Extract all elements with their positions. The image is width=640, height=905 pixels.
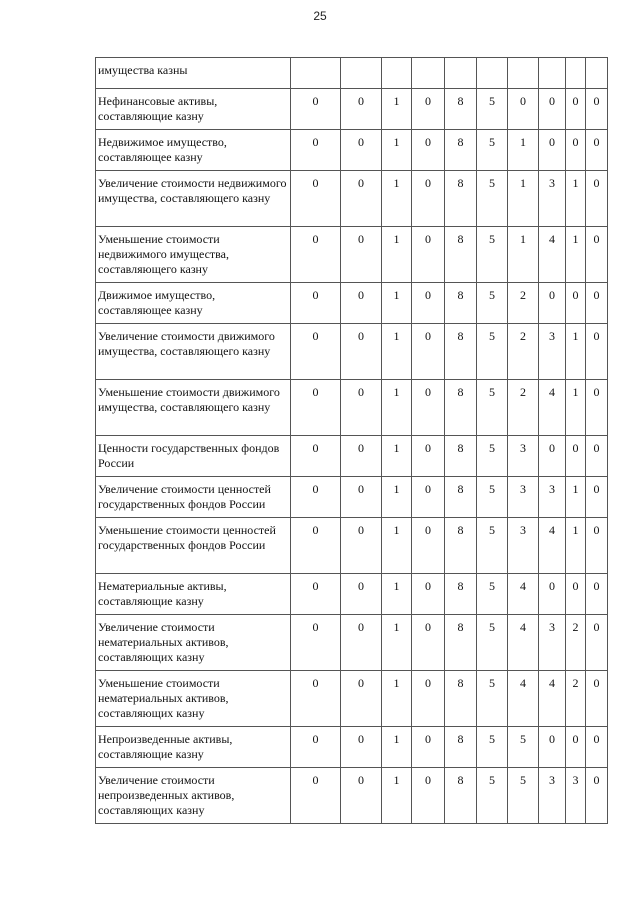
code-digit-cell: 5 bbox=[508, 727, 539, 768]
code-digit-cell: 8 bbox=[445, 727, 477, 768]
row-label: Нематериальные активы, составляющие казну bbox=[96, 574, 291, 615]
row-label: Уменьшение стоимости ценностей государственных фондов России bbox=[96, 518, 291, 574]
code-digit-cell: 0 bbox=[291, 671, 341, 727]
code-digit-cell: 0 bbox=[341, 671, 382, 727]
code-digit-cell: 0 bbox=[539, 89, 566, 130]
code-digit-cell: 5 bbox=[477, 727, 508, 768]
code-digit-cell: 0 bbox=[586, 380, 608, 436]
code-digit-cell: 0 bbox=[566, 283, 586, 324]
code-digit-cell: 1 bbox=[382, 324, 412, 380]
code-digit-cell: 0 bbox=[291, 518, 341, 574]
row-label: Увеличение стоимости непроизведенных активов, составляющих казну bbox=[96, 768, 291, 824]
code-digit-cell: 8 bbox=[445, 89, 477, 130]
code-digit-cell: 0 bbox=[291, 768, 341, 824]
code-digit-cell: 8 bbox=[445, 171, 477, 227]
table-row bbox=[96, 171, 608, 227]
code-digit-cell: 0 bbox=[586, 227, 608, 283]
code-digit-cell: 8 bbox=[445, 477, 477, 518]
code-digit-cell: 0 bbox=[508, 89, 539, 130]
code-digit-cell: 1 bbox=[382, 436, 412, 477]
code-digit-cell: 8 bbox=[445, 671, 477, 727]
table-row bbox=[96, 477, 608, 518]
row-label: Уменьшение стоимости недвижимого имущества, составляющего казну bbox=[96, 227, 291, 283]
code-digit-cell bbox=[412, 58, 445, 89]
code-digit-cell: 0 bbox=[412, 171, 445, 227]
code-digit-cell: 0 bbox=[412, 89, 445, 130]
code-digit-cell: 1 bbox=[382, 477, 412, 518]
code-digit-cell: 2 bbox=[566, 671, 586, 727]
code-digit-cell: 2 bbox=[508, 324, 539, 380]
code-digit-cell: 0 bbox=[341, 768, 382, 824]
table-row bbox=[96, 518, 608, 574]
code-digit-cell: 0 bbox=[412, 130, 445, 171]
code-digit-cell: 2 bbox=[508, 380, 539, 436]
code-digit-cell: 0 bbox=[412, 324, 445, 380]
code-digit-cell: 1 bbox=[382, 518, 412, 574]
code-digit-cell: 5 bbox=[477, 477, 508, 518]
code-digit-cell: 0 bbox=[341, 615, 382, 671]
table-row bbox=[96, 130, 608, 171]
row-label: Увеличение стоимости нематериальных активов, составляющих казну bbox=[96, 615, 291, 671]
code-digit-cell: 0 bbox=[539, 130, 566, 171]
row-label: имущества казны bbox=[96, 58, 291, 89]
code-digit-cell bbox=[539, 58, 566, 89]
row-label: Уменьшение стоимости нематериальных активов, составляющих казну bbox=[96, 671, 291, 727]
code-digit-cell: 0 bbox=[291, 89, 341, 130]
code-digit-cell bbox=[586, 58, 608, 89]
code-digit-cell: 5 bbox=[477, 130, 508, 171]
table-row bbox=[96, 671, 608, 727]
code-digit-cell: 1 bbox=[382, 130, 412, 171]
row-label: Ценности государственных фондов России bbox=[96, 436, 291, 477]
table-row bbox=[96, 324, 608, 380]
code-digit-cell: 0 bbox=[291, 727, 341, 768]
code-digit-cell: 0 bbox=[539, 727, 566, 768]
code-digit-cell: 0 bbox=[586, 615, 608, 671]
code-digit-cell: 3 bbox=[508, 518, 539, 574]
code-digit-cell: 5 bbox=[477, 324, 508, 380]
code-digit-cell: 1 bbox=[566, 518, 586, 574]
code-digit-cell: 8 bbox=[445, 130, 477, 171]
code-digit-cell bbox=[508, 58, 539, 89]
code-digit-cell: 3 bbox=[566, 768, 586, 824]
code-digit-cell: 1 bbox=[382, 768, 412, 824]
code-digit-cell: 1 bbox=[566, 324, 586, 380]
code-digit-cell: 0 bbox=[566, 89, 586, 130]
table-row bbox=[96, 615, 608, 671]
code-digit-cell: 3 bbox=[508, 436, 539, 477]
code-digit-cell: 0 bbox=[566, 130, 586, 171]
code-digit-cell: 5 bbox=[477, 518, 508, 574]
code-digit-cell: 4 bbox=[539, 671, 566, 727]
code-digit-cell: 4 bbox=[508, 574, 539, 615]
code-digit-cell: 5 bbox=[477, 574, 508, 615]
code-digit-cell: 0 bbox=[412, 518, 445, 574]
code-digit-cell bbox=[291, 58, 341, 89]
code-digit-cell: 0 bbox=[341, 89, 382, 130]
code-digit-cell: 0 bbox=[412, 574, 445, 615]
code-digit-cell: 3 bbox=[539, 477, 566, 518]
code-digit-cell: 4 bbox=[539, 227, 566, 283]
code-digit-cell: 1 bbox=[382, 89, 412, 130]
code-digit-cell: 0 bbox=[291, 283, 341, 324]
code-digit-cell: 1 bbox=[382, 283, 412, 324]
code-digit-cell: 0 bbox=[566, 727, 586, 768]
code-digit-cell: 1 bbox=[382, 727, 412, 768]
code-digit-cell bbox=[566, 58, 586, 89]
code-digit-cell: 8 bbox=[445, 436, 477, 477]
code-digit-cell: 0 bbox=[566, 574, 586, 615]
code-digit-cell bbox=[477, 58, 508, 89]
code-digit-cell: 8 bbox=[445, 380, 477, 436]
code-digit-cell: 0 bbox=[586, 171, 608, 227]
code-digit-cell: 3 bbox=[539, 615, 566, 671]
code-digit-cell: 8 bbox=[445, 615, 477, 671]
row-label: Непроизведенные активы, составляющие казну bbox=[96, 727, 291, 768]
table-row bbox=[96, 727, 608, 768]
code-digit-cell: 5 bbox=[477, 768, 508, 824]
code-digit-cell: 1 bbox=[508, 130, 539, 171]
table-row bbox=[96, 768, 608, 824]
code-digit-cell: 0 bbox=[412, 227, 445, 283]
code-digit-cell: 1 bbox=[382, 171, 412, 227]
code-digit-cell: 0 bbox=[412, 671, 445, 727]
code-digit-cell: 0 bbox=[586, 324, 608, 380]
code-digit-cell: 0 bbox=[539, 574, 566, 615]
code-digit-cell: 0 bbox=[291, 436, 341, 477]
code-digit-cell: 0 bbox=[291, 477, 341, 518]
code-digit-cell: 5 bbox=[477, 89, 508, 130]
table-row bbox=[96, 574, 608, 615]
code-digit-cell: 0 bbox=[291, 171, 341, 227]
code-digit-cell: 4 bbox=[508, 671, 539, 727]
code-digit-cell: 5 bbox=[508, 768, 539, 824]
table-row bbox=[96, 283, 608, 324]
row-label: Уменьшение стоимости движимого имущества, составляющего казну bbox=[96, 380, 291, 436]
code-digit-cell: 1 bbox=[566, 171, 586, 227]
row-label: Нефинансовые активы, составляющие казну bbox=[96, 89, 291, 130]
code-digit-cell bbox=[445, 58, 477, 89]
code-digit-cell: 5 bbox=[477, 615, 508, 671]
code-digit-cell: 0 bbox=[586, 727, 608, 768]
code-digit-cell: 5 bbox=[477, 283, 508, 324]
code-digit-cell: 0 bbox=[586, 574, 608, 615]
row-label: Увеличение стоимости недвижимого имущества, составляющего казну bbox=[96, 171, 291, 227]
code-digit-cell: 8 bbox=[445, 768, 477, 824]
code-digit-cell: 1 bbox=[508, 227, 539, 283]
code-digit-cell: 0 bbox=[291, 324, 341, 380]
code-digit-cell: 0 bbox=[341, 436, 382, 477]
code-digit-cell: 0 bbox=[586, 477, 608, 518]
code-digit-cell: 0 bbox=[291, 615, 341, 671]
code-digit-cell: 1 bbox=[382, 380, 412, 436]
code-digit-cell: 1 bbox=[566, 477, 586, 518]
code-digit-cell: 1 bbox=[382, 671, 412, 727]
code-digit-cell: 0 bbox=[586, 768, 608, 824]
code-digit-cell: 0 bbox=[586, 283, 608, 324]
code-digit-cell: 1 bbox=[566, 227, 586, 283]
code-digit-cell: 0 bbox=[412, 768, 445, 824]
code-digit-cell: 1 bbox=[382, 227, 412, 283]
code-digit-cell bbox=[341, 58, 382, 89]
code-digit-cell: 0 bbox=[412, 727, 445, 768]
code-digit-cell: 0 bbox=[341, 727, 382, 768]
code-digit-cell: 4 bbox=[539, 518, 566, 574]
code-digit-cell: 0 bbox=[412, 283, 445, 324]
table-row bbox=[96, 58, 608, 89]
code-digit-cell: 5 bbox=[477, 380, 508, 436]
code-digit-cell: 0 bbox=[341, 477, 382, 518]
row-label: Недвижимое имущество, составляющее казну bbox=[96, 130, 291, 171]
page-number: 25 bbox=[313, 9, 327, 23]
code-digit-cell: 0 bbox=[586, 89, 608, 130]
code-digit-cell: 1 bbox=[382, 615, 412, 671]
code-digit-cell: 0 bbox=[341, 518, 382, 574]
code-digit-cell: 5 bbox=[477, 436, 508, 477]
code-digit-cell: 2 bbox=[566, 615, 586, 671]
code-digit-cell: 3 bbox=[508, 477, 539, 518]
code-digit-cell: 0 bbox=[412, 477, 445, 518]
code-digit-cell: 0 bbox=[566, 436, 586, 477]
code-digit-cell: 4 bbox=[508, 615, 539, 671]
code-digit-cell: 0 bbox=[586, 518, 608, 574]
table-row bbox=[96, 380, 608, 436]
account-codes-table bbox=[95, 57, 608, 824]
code-digit-cell: 0 bbox=[586, 671, 608, 727]
code-digit-cell: 0 bbox=[291, 130, 341, 171]
code-digit-cell: 0 bbox=[341, 283, 382, 324]
code-digit-cell: 0 bbox=[341, 227, 382, 283]
code-digit-cell: 0 bbox=[291, 380, 341, 436]
code-digit-cell: 8 bbox=[445, 324, 477, 380]
code-digit-cell: 1 bbox=[566, 380, 586, 436]
code-digit-cell: 3 bbox=[539, 324, 566, 380]
code-digit-cell: 0 bbox=[586, 436, 608, 477]
code-digit-cell: 0 bbox=[291, 227, 341, 283]
code-digit-cell: 0 bbox=[341, 324, 382, 380]
code-digit-cell: 0 bbox=[412, 615, 445, 671]
code-digit-cell: 3 bbox=[539, 171, 566, 227]
code-digit-cell: 5 bbox=[477, 671, 508, 727]
row-label: Увеличение стоимости ценностей государственных фондов России bbox=[96, 477, 291, 518]
code-digit-cell: 8 bbox=[445, 518, 477, 574]
code-digit-cell: 3 bbox=[539, 768, 566, 824]
table-row bbox=[96, 227, 608, 283]
code-digit-cell: 5 bbox=[477, 171, 508, 227]
code-digit-cell: 8 bbox=[445, 574, 477, 615]
code-digit-cell: 0 bbox=[341, 130, 382, 171]
row-label: Движимое имущество, составляющее казну bbox=[96, 283, 291, 324]
code-digit-cell: 0 bbox=[586, 130, 608, 171]
code-digit-cell: 1 bbox=[508, 171, 539, 227]
row-label: Увеличение стоимости движимого имущества, составляющего казну bbox=[96, 324, 291, 380]
code-digit-cell: 0 bbox=[412, 436, 445, 477]
table-row bbox=[96, 436, 608, 477]
code-digit-cell: 1 bbox=[382, 574, 412, 615]
code-digit-cell bbox=[382, 58, 412, 89]
code-digit-cell: 2 bbox=[508, 283, 539, 324]
code-digit-cell: 0 bbox=[412, 380, 445, 436]
code-digit-cell: 0 bbox=[291, 574, 341, 615]
code-digit-cell: 0 bbox=[341, 380, 382, 436]
table-row bbox=[96, 89, 608, 130]
code-digit-cell: 8 bbox=[445, 283, 477, 324]
code-digit-cell: 0 bbox=[341, 574, 382, 615]
code-digit-cell: 0 bbox=[539, 283, 566, 324]
code-digit-cell: 0 bbox=[539, 436, 566, 477]
code-digit-cell: 0 bbox=[341, 171, 382, 227]
code-digit-cell: 4 bbox=[539, 380, 566, 436]
code-digit-cell: 8 bbox=[445, 227, 477, 283]
code-digit-cell: 5 bbox=[477, 227, 508, 283]
